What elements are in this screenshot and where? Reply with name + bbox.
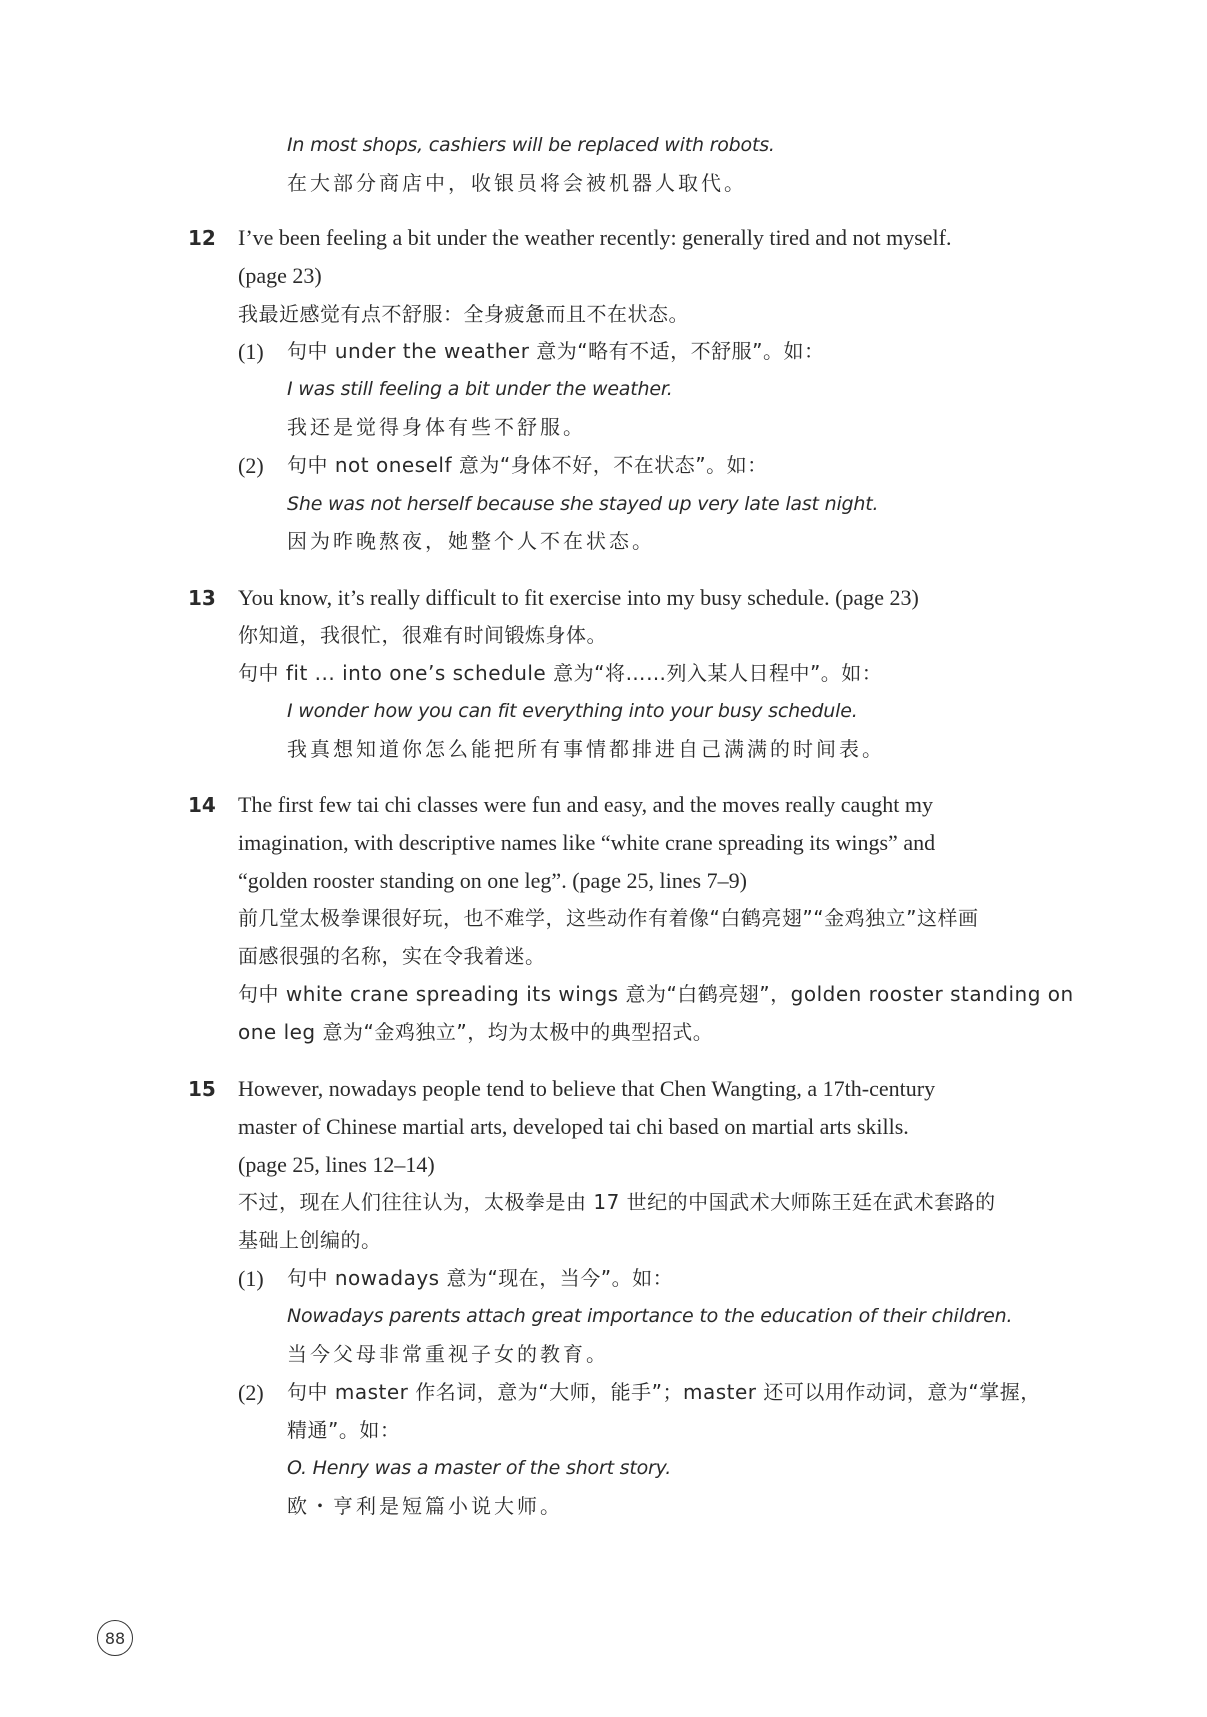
item-sentence: master of Chinese martial arts, developed tai chi based on martial arts skills. <box>238 1114 909 1139</box>
item-sentence: You know, it’s really difficult to fit exercise into my busy schedule. (page 23) <box>238 585 919 610</box>
item-translation: 你知道，我很忙，很难有时间锻炼身体。 <box>238 623 607 647</box>
item-explanation: one leg 意为“金鸡独立”，均为太极中的典型招式。 <box>238 1020 714 1044</box>
note-example-en: Nowadays parents attach great importance to the education of their children. <box>287 1305 1013 1327</box>
item-translation: 我最近感觉有点不舒服：全身疲惫而且不在状态。 <box>238 302 689 326</box>
item-sentence: imagination, with descriptive names like “white crane spreading its wings” and <box>238 830 936 855</box>
note-marker: (1) <box>238 339 264 364</box>
note-explanation: 精通”。如： <box>287 1418 401 1442</box>
note-example-en: I was still feeling a bit under the weather. <box>287 378 673 400</box>
item-explanation: 句中 white crane spreading its wings 意为“白鹤亮翅”，golden rooster standing on <box>238 982 1074 1006</box>
note-example-en: She was not herself because she stayed up very late last night. <box>287 493 879 515</box>
item-explanation: 句中 fit ... into one’s schedule 意为“将……列入某人日程中”。如： <box>238 661 883 685</box>
item-number: 12 <box>188 226 216 250</box>
item-sentence: I’ve been feeling a bit under the weather recently: generally tired and not myself. <box>238 225 952 250</box>
note-marker: (2) <box>238 453 264 478</box>
item-translation: 面感很强的名称，实在令我着迷。 <box>238 944 546 968</box>
page-number: 88 <box>97 1620 133 1656</box>
note-explanation: 句中 under the weather 意为“略有不适，不舒服”。如： <box>287 339 825 363</box>
note-example-zh: 我还是觉得身体有些不舒服。 <box>287 415 586 439</box>
item-number: 15 <box>188 1077 216 1101</box>
note-explanation: 句中 nowadays 意为“现在，当今”。如： <box>287 1266 674 1290</box>
item-translation: 前几堂太极拳课很好玩，也不难学，这些动作有着像“白鹤亮翅”“金鸡独立”这样画 <box>238 906 979 930</box>
item-sentence: “golden rooster standing on one leg”. (page 25, lines 7–9) <box>238 868 747 893</box>
item-sentence: (page 25, lines 12–14) <box>238 1152 435 1177</box>
item-translation: 基础上创编的。 <box>238 1228 382 1252</box>
note-example-en: O. Henry was a master of the short story. <box>287 1457 672 1479</box>
item-sentence: (page 23) <box>238 263 322 288</box>
item-example-en: I wonder how you can fit everything into your busy schedule. <box>287 700 858 722</box>
item-sentence: However, nowadays people tend to believe that Chen Wangting, a 17th-century <box>238 1076 936 1101</box>
note-example-zh: 欧・亨利是短篇小说大师。 <box>287 1494 563 1518</box>
note-example-zh: 当今父母非常重视子女的教育。 <box>287 1342 609 1366</box>
intro-example-en: In most shops, cashiers will be replaced with robots. <box>287 134 775 156</box>
item-example-zh: 我真想知道你怎么能把所有事情都排进自己满满的时间表。 <box>287 737 885 761</box>
intro-example-zh: 在大部分商店中，收银员将会被机器人取代。 <box>287 171 747 195</box>
note-marker: (2) <box>238 1380 264 1405</box>
note-marker: (1) <box>238 1266 264 1291</box>
item-number: 13 <box>188 586 216 610</box>
item-number: 14 <box>188 793 216 817</box>
item-sentence: The first few tai chi classes were fun and easy, and the moves really caught my <box>238 792 933 817</box>
note-explanation: 句中 not oneself 意为“身体不好，不在状态”。如： <box>287 453 768 477</box>
note-explanation: 句中 master 作名词，意为“大师，能手”；master 还可以用作动词，意为“掌握， <box>287 1380 1041 1404</box>
item-translation: 不过，现在人们往往认为，太极拳是由 17 世纪的中国武术大师陈王廷在武术套路的 <box>238 1190 996 1214</box>
note-example-zh: 因为昨晚熬夜，她整个人不在状态。 <box>287 529 655 553</box>
